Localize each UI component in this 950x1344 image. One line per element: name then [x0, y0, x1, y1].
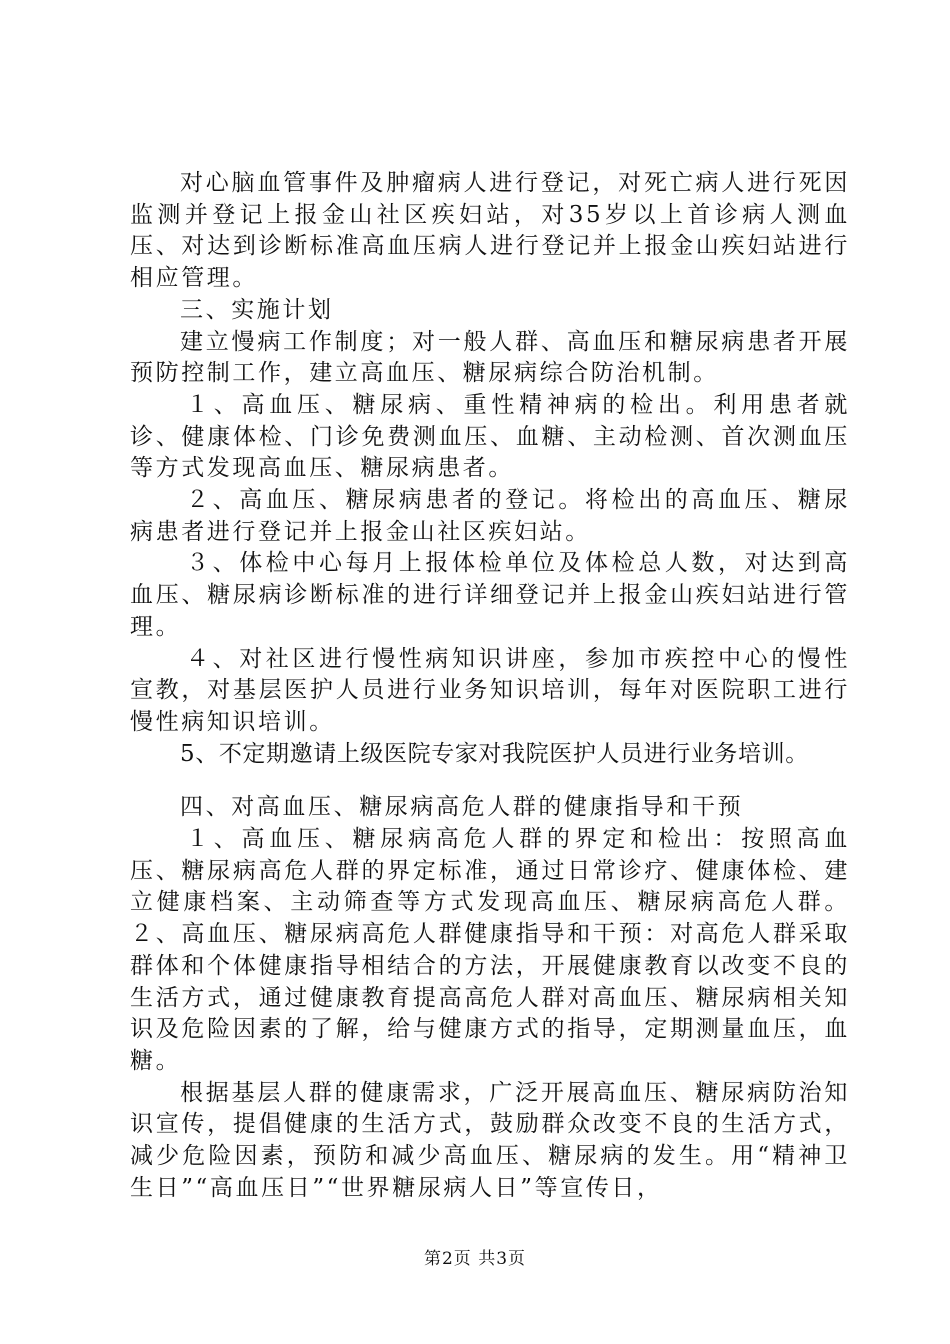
document-body [130, 168, 850, 1205]
section-heading-high-risk: 四、对高血压、糖尿病高危人群的健康指导和干预 [180, 794, 744, 821]
list-item-checkup-center: ３、体检中心每月上报体检单位及体检总人数，对达到高血压、糖尿病诊断标准的进行详细登记并上报金山疾妇站进行管理。 [130, 550, 850, 640]
paragraph-gap [130, 770, 850, 792]
page-number-footer: 第2页 共3页 [423, 1249, 527, 1269]
list-item-registration: ２、高血压、糖尿病患者的登记。将检出的高血压、糖尿病患者进行登记并上报金山社区疾妇站。 [130, 487, 850, 545]
paragraph-system: 建立慢病工作制度；对一般人群、高血压和糖尿病患者开展预防控制工作，建立高血压、糖尿病综合防治机制。 [130, 328, 850, 387]
list-item-lectures: ４、对社区进行慢性病知识讲座，参加市疾控中心的慢性宣教，对基层医护人员进行业务知识培训，每年对医院职工进行慢性病知识培训。 [130, 645, 850, 735]
list-item-detection: １、高血压、糖尿病、重性精神病的检出。利用患者就诊、健康体检、门诊免费测血压、血糖、主动检测、首次测血压等方式发现高血压、糖尿病患者。 [130, 391, 850, 482]
list-item-high-risk-guidance: １、高血压、糖尿病高危人群的界定和检出：按照高血压、糖尿病高危人群的界定标准，通过日常诊疗、健康体检、建立健康档案、主动筛查等方式发现高血压、糖尿病高危人群。２、高血压、糖尿病高危人群健康指导和干预：对高危人群采取群体和个体健康指导相结合的方法，开展健康教育以改变不良的生活方式，通过健康教育提高高危人群对高血压、糖尿病相关知识及危险因素的了解，给与健康方式的指导，定期测量血压，血糖。 [130, 826, 850, 1074]
section-heading-implementation-plan: 三、实施计划 [180, 296, 334, 323]
paragraph-publicity: 根据基层人群的健康需求，广泛开展高血压、糖尿病防治知识宣传，提倡健康的生活方式，鼓励群众改变不良的生活方式，减少危险因素，预防和减少高血压、糖尿病的发生。用“精神卫生日”“高血压日”“世界糖尿病人日”等宣传日， [130, 1079, 850, 1201]
list-item-expert-training: 5、不定期邀请上级医院专家对我院医护人员进行业务培训。 [180, 740, 809, 767]
paragraph-registration: 对心脑血管事件及肿瘤病人进行登记，对死亡病人进行死因监测并登记上报金山社区疾妇站，对35岁以上首诊病人测血压、对达到诊断标准高血压病人进行登记并上报金山疾妇站进行相应管理。 [130, 170, 850, 292]
